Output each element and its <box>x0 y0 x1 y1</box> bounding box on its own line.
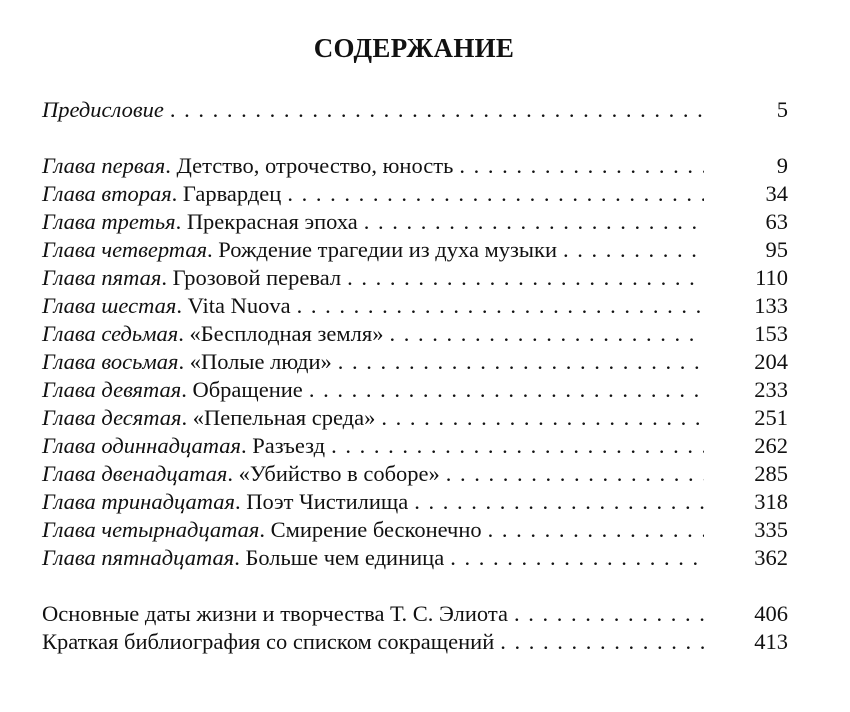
page-number: 110 <box>755 265 788 290</box>
entry-label <box>42 488 408 516</box>
dot-leader <box>347 264 704 292</box>
entry-text: . «Бесплодная земля» <box>178 321 384 346</box>
entry-italic: Глава первая <box>42 153 166 178</box>
entry-text: . Смирение бесконечно <box>259 517 482 542</box>
entry-label <box>42 180 281 208</box>
entry-text: . «Пепельная среда» <box>181 405 376 430</box>
entry-italic: Глава пятнадцатая <box>42 545 235 570</box>
entry-text: . Грозовой перевал <box>161 265 342 290</box>
dot-leader <box>287 180 704 208</box>
toc-entry-chapter-3[interactable] <box>42 208 788 236</box>
dot-leader <box>338 348 704 376</box>
toc-entry-chapter-7[interactable] <box>42 320 788 348</box>
page-number: 251 <box>754 405 788 430</box>
toc-entry-chapter-2[interactable] <box>42 180 788 208</box>
page-number: 262 <box>754 433 788 458</box>
toc-entry-chapter-10[interactable] <box>42 404 788 432</box>
toc-entry-chapter-15[interactable] <box>42 544 788 572</box>
page-number: 285 <box>754 461 788 486</box>
toc-entry-chapter-8[interactable] <box>42 348 788 376</box>
dot-leader <box>488 516 704 544</box>
entry-italic: Глава пятая <box>42 265 162 290</box>
entry-italic: Предисловие <box>42 97 164 122</box>
dot-leader <box>446 460 704 488</box>
dot-leader <box>459 152 704 180</box>
toc-entry-chapter-9[interactable] <box>42 376 788 404</box>
entry-text: . Гарвардец <box>171 181 282 206</box>
entry-italic: Глава седьмая <box>42 321 179 346</box>
entry-italic: Глава двенадцатая <box>42 461 228 486</box>
entry-italic: Глава третья <box>42 209 176 234</box>
toc-entry-chapter-13[interactable] <box>42 488 788 516</box>
entry-label <box>42 432 325 460</box>
dot-leader <box>414 488 704 516</box>
dot-leader <box>309 376 704 404</box>
entry-label <box>42 264 341 292</box>
entry-label <box>42 236 557 264</box>
entry-label <box>42 376 303 404</box>
entry-text: . Разъезд <box>240 433 326 458</box>
page-number: 335 <box>754 517 788 542</box>
entry-italic: Глава десятая <box>42 405 182 430</box>
dot-leader <box>450 544 704 572</box>
entry-label <box>42 320 383 348</box>
toc-entry-bibliography[interactable] <box>42 628 788 656</box>
page-number: 413 <box>754 629 788 654</box>
page-number: 95 <box>765 237 788 262</box>
page-number: 406 <box>754 601 788 626</box>
entry-text: . «Полые люди» <box>178 349 332 374</box>
page-number: 233 <box>754 377 788 402</box>
dot-leader <box>170 96 704 124</box>
dot-leader <box>500 628 704 656</box>
page-number: 204 <box>754 349 788 374</box>
toc-entry-chapter-4[interactable] <box>42 236 788 264</box>
entry-text: . Детство, отрочество, юность <box>165 153 454 178</box>
page-number: 153 <box>754 321 788 346</box>
entry-label <box>42 460 440 488</box>
entry-italic: Глава вторая <box>42 181 172 206</box>
entry-text: . Рождение трагедии из духа музыки <box>207 237 558 262</box>
entry-italic: Глава девятая <box>42 377 182 402</box>
entry-label <box>42 96 164 124</box>
toc-entry-chapter-11[interactable] <box>42 432 788 460</box>
page-number: 362 <box>754 545 788 570</box>
entry-text: . Больше чем единица <box>234 545 445 570</box>
toc-entry-chapter-14[interactable] <box>42 516 788 544</box>
entry-label <box>42 208 358 236</box>
toc-entry-chapter-1[interactable] <box>42 152 788 180</box>
entry-label <box>42 292 291 320</box>
toc-entry-chapter-5[interactable] <box>42 264 788 292</box>
toc-entry-chronology[interactable] <box>42 600 788 628</box>
entry-label <box>42 628 494 656</box>
toc-entry-chapter-12[interactable] <box>42 460 788 488</box>
entry-label <box>42 348 332 376</box>
entry-label <box>42 544 444 572</box>
entry-text: Краткая библиография со списком сокращений <box>42 629 495 654</box>
entry-italic: Глава тринадцатая <box>42 489 235 514</box>
page-number: 34 <box>765 181 788 206</box>
dot-leader <box>297 292 704 320</box>
entry-text: . Vita Nuova <box>176 293 291 318</box>
page-number: 63 <box>765 209 788 234</box>
dot-leader <box>331 432 704 460</box>
entry-label <box>42 152 453 180</box>
page-number: 9 <box>776 153 788 178</box>
entry-text: . «Убийство в соборе» <box>227 461 440 486</box>
dot-leader <box>364 208 704 236</box>
page-number: 318 <box>754 489 788 514</box>
dot-leader <box>563 236 704 264</box>
entry-label <box>42 600 508 628</box>
entry-label <box>42 516 482 544</box>
entry-italic: Глава восьмая <box>42 349 179 374</box>
entry-text: . Прекрасная эпоха <box>175 209 358 234</box>
entry-label <box>42 404 375 432</box>
page-title: СОДЕРЖАНИЕ <box>313 33 515 63</box>
dot-leader <box>389 320 704 348</box>
toc-entry-preface[interactable] <box>42 96 788 124</box>
entry-text: . Обращение <box>181 377 303 402</box>
page-number: 5 <box>776 97 788 122</box>
dot-leader <box>381 404 704 432</box>
dot-leader <box>514 600 704 628</box>
entry-italic: Глава шестая <box>42 293 177 318</box>
entry-text: Основные даты жизни и творчества Т. С. Элиота <box>42 601 508 626</box>
entry-italic: Глава четырнадцатая <box>42 517 260 542</box>
entry-italic: Глава одиннадцатая <box>42 433 241 458</box>
entry-text: . Поэт Чистилища <box>234 489 409 514</box>
page-number: 133 <box>754 293 788 318</box>
toc-entry-chapter-6[interactable] <box>42 292 788 320</box>
entry-italic: Глава четвертая <box>42 237 208 262</box>
